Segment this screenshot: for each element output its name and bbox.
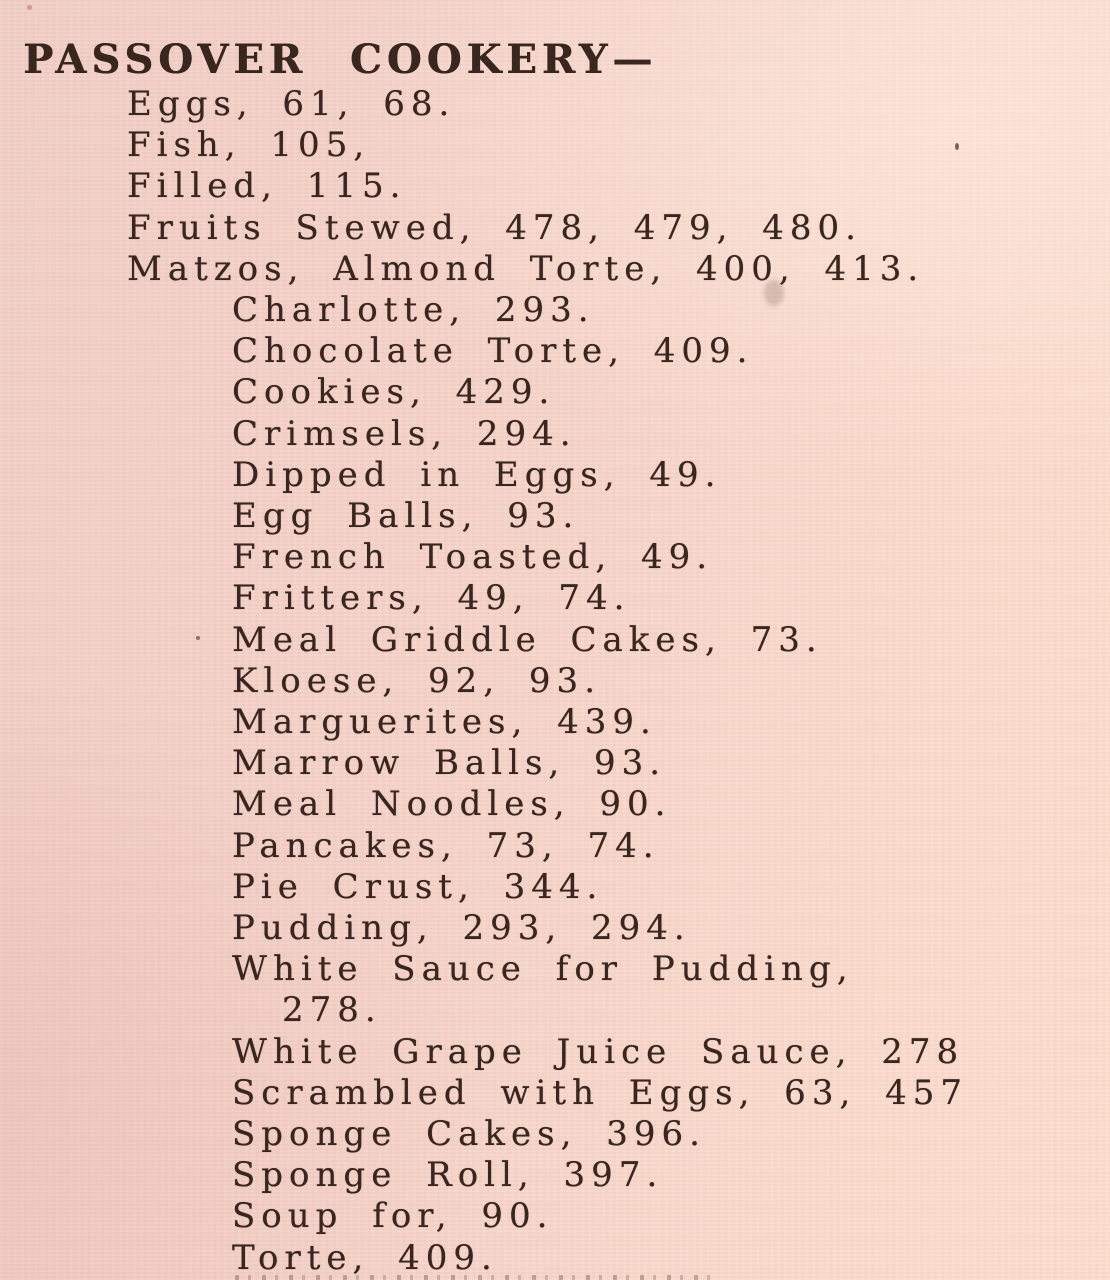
index-entry: Meal Griddle Cakes, 73. — [232, 619, 823, 660]
index-entry: Fritters, 49, 74. — [232, 578, 631, 619]
index-entry: Scrambled with Eggs, 63, 457 — [232, 1072, 968, 1113]
index-entry: Fruits Stewed, 478, 479, 480. — [127, 207, 862, 248]
index-entry: Dipped in Eggs, 49. — [232, 454, 722, 495]
index-entry: Torte, 409. — [232, 1237, 498, 1278]
index-entry: Cookies, 429. — [232, 372, 556, 413]
index-entry: Kloese, 92, 93. — [232, 660, 601, 701]
index-entry: White Grape Juice Sauce, 278 — [232, 1031, 965, 1072]
index-entry: Soup for, 90. — [232, 1196, 554, 1237]
index-entry: Filled, 115. — [127, 166, 407, 207]
index-entry: French Toasted, 49. — [232, 537, 714, 578]
index-entry: 278. — [282, 990, 382, 1031]
section-heading: PASSOVER COOKERY— — [23, 36, 658, 83]
index-entry: Charlotte, 293. — [232, 290, 595, 331]
index-entry: Matzos, Almond Torte, 400, 413. — [127, 248, 925, 289]
index-entry: Chocolate Torte, 409. — [232, 331, 754, 372]
index-entry: Marguerites, 439. — [232, 702, 657, 743]
index-entry: Pudding, 293, 294. — [232, 908, 691, 949]
index-entry: Pie Crust, 344. — [232, 866, 604, 907]
paper-speck — [27, 5, 32, 10]
cut-off-next-line — [235, 1275, 715, 1280]
index-entry: Pancakes, 73, 74. — [232, 825, 660, 866]
index-entry: Marrow Balls, 93. — [232, 743, 667, 784]
index-entry-list — [0, 84, 1110, 1279]
index-entry: Sponge Roll, 397. — [232, 1155, 664, 1196]
index-entry: Crimsels, 294. — [232, 413, 577, 454]
index-entry: Meal Noodles, 90. — [232, 784, 672, 825]
index-entry: Fish, 105, — [127, 125, 371, 166]
index-entry: White Sauce for Pudding, — [232, 949, 854, 990]
index-entry: Sponge Cakes, 396. — [232, 1114, 706, 1155]
index-entry: Eggs, 61, 68. — [127, 84, 456, 124]
index-entry: Egg Balls, 93. — [232, 496, 580, 537]
